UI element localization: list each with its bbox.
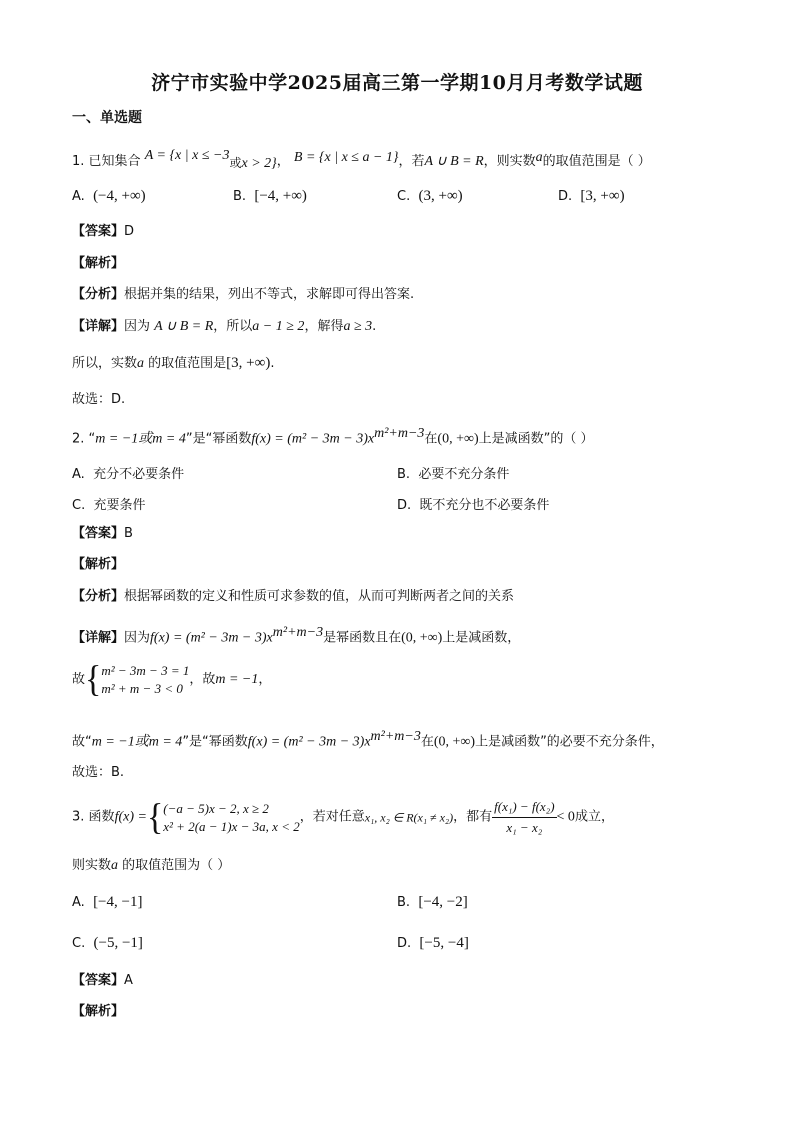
answer-1: 【答案】D — [72, 224, 135, 239]
fenxi-1: 【分析】根据并集的结果，列出不等式，求解即可得出答案. — [72, 287, 415, 302]
option-b[interactable]: B. 必要不充分条件 — [397, 467, 510, 482]
option-a[interactable]: A. (−4, +∞) — [72, 188, 146, 204]
question-1-stem: 1. 已知集合 A = {x | x ≤ −3或x > 2}， B = {x | x ≤ a − 1}，若A ∪ B = R，则实数a的取值范围是（ ） — [72, 148, 651, 171]
option-b[interactable]: B. [−4, +∞) — [233, 188, 307, 204]
analysis-1: 【解析】 — [72, 256, 125, 271]
option-c[interactable]: C. (−5, −1] — [72, 935, 143, 951]
option-b[interactable]: B. [−4, −2] — [397, 894, 468, 910]
analysis-2: 【解析】 — [72, 557, 125, 572]
option-d[interactable]: D. [3, +∞) — [558, 188, 625, 204]
option-c[interactable]: C. (3, +∞) — [397, 188, 463, 204]
analysis-3: 【解析】 — [72, 1004, 125, 1019]
option-a[interactable]: A. 充分不必要条件 — [72, 467, 185, 482]
option-c[interactable]: C. 充要条件 — [72, 498, 146, 513]
answer-2: 【答案】B — [72, 526, 133, 541]
option-d[interactable]: D. [−5, −4] — [397, 935, 469, 951]
choose-1: 故选：D. — [72, 392, 126, 407]
question-number: 2. — [72, 431, 85, 447]
conclusion-2: 故“m = −1或m = 4”是“幂函数$f(x) = (m^2 - 3m - 3)x^{m^2+m-3}$在(0, +∞)上是减函数”的必要不充分条件， — [72, 729, 664, 750]
question-number: 1. — [72, 154, 85, 169]
option-d[interactable]: D. 既不充分也不必要条件 — [397, 498, 550, 513]
page-title: 济宁市实验中学2025届高三第一学期10月月考数学试题 — [151, 72, 643, 94]
question-3-line2: 则实数a 的取值范围为（ ） — [72, 858, 231, 873]
answer-3: 【答案】A — [72, 973, 133, 988]
xiangjie-2: 【详解】因为$f(x) = (m^2 - 3m - 3)x^{m^2+m-3}$是幂函数且在(0, +∞)上是减函数， — [72, 625, 521, 646]
section-heading: 一、单选题 — [72, 110, 142, 126]
system-line-2: 故{ m² − 3m − 3 = 1 m² + m − 3 < 0 ，故m = −1， — [72, 659, 272, 700]
xiangjie-1: 【详解】因为 A ∪ B = R，所以a − 1 ≥ 2，解得a ≥ 3. — [72, 319, 377, 334]
option-a[interactable]: A. [−4, −1] — [72, 894, 143, 910]
choose-2: 故选：B. — [72, 765, 125, 780]
set-b: B = {x | x ≤ a − 1} — [293, 150, 399, 165]
range-line-1: 所以，实数a 的取值范围是[3, +∞). — [72, 355, 275, 371]
question-3-stem: 3. 函数f(x) ={ (−a − 5)x − 2, x ≥ 2 x² + 2(a − 1)x − 3a, x < 2 ，若对任意x₁, x₂ ∈ R(x₁ ≠ x₂)，都有 $\frac{\text{f(x₁) − f(x₂)}}{\text{x₁ − x₂}}$ < 0成立， — [72, 796, 614, 838]
set-a: A = {x | x ≤ −3 — [144, 148, 230, 163]
fenxi-2: 【分析】根据幂函数的定义和性质可求参数的值，从而可判断两者之间的关系 — [72, 589, 515, 604]
question-2-stem: 2. “m = −1或m = 4”是“幂函数$f(x) = (m^2 - 3m - 3)x^{m^2+m-3}$在(0, +∞)上是减函数”的（ ） — [72, 426, 594, 447]
question-number: 3. — [72, 809, 85, 825]
